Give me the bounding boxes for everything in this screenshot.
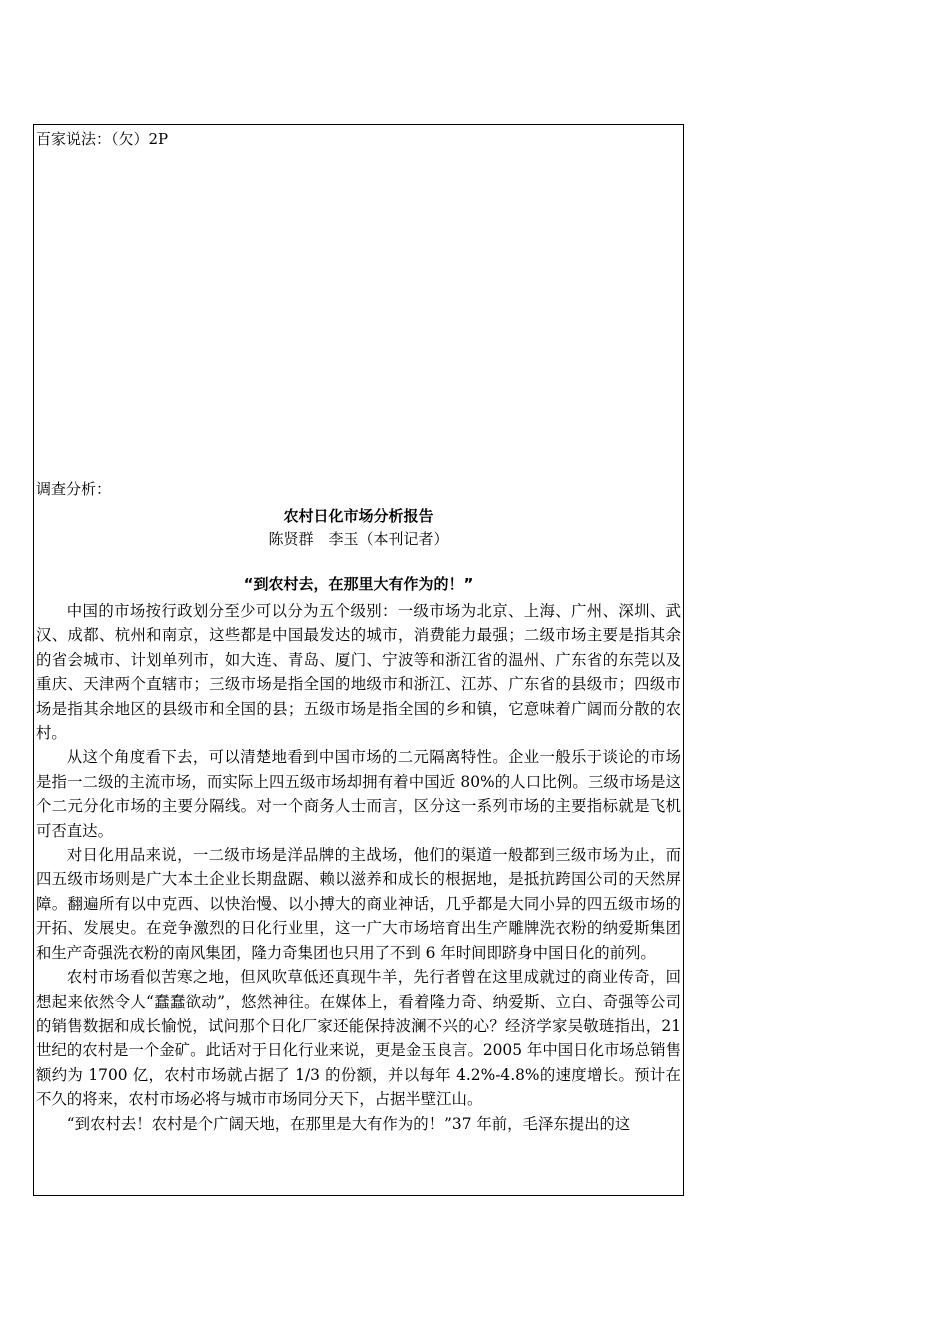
article-authors: 陈贤群 李玉（本刊记者） xyxy=(268,530,449,548)
article-title: 农村日化市场分析报告 xyxy=(283,507,434,525)
article-paragraph-1: 中国的市场按行政划分至少可以分为五个级别：一级市场为北京、上海、广州、深圳、武汉、成都、杭州和南京，这些都是中国最发达的城市，消费能力最强；二级市场主要是指其余的省会城市、计划单列市，如大连、青岛、厦门、宁波等和浙江省的温州、广东省的东莞以及重庆、天津两个直辖市；三级市场是指全国的地级市和浙江、江苏、广东省的县级市；四级市场是指其余地区的县级市和全国的县；五级市场是指全国的乡和镇，它意味着广阔而分散的农村。 xyxy=(36,602,681,743)
article-paragraph-4: 农村市场看似苦寒之地，但风吹草低还真现牛羊，先行者曾在这里成就过的商业传奇，回想起来依然令人“蠢蠢欲动”，悠然神往。在媒体上，看着隆力奇、纳爱斯、立白、奇强等公司的销售数据和成长愉悦，试问那个日化厂家还能保持波澜不兴的心？经济学家吴敬琏指出，21 世纪的农村是一个金矿。此话对于日化行业来说，更是金玉良言。2005 年中国日化市场总销售额约为 1700 亿，农村市场就占据了 1/3 的份额，并以每年 4.2%-4.8%的速度增长。预计在不久的将来，农村市场必将与城市市场同分天下，占据半壁江山。 xyxy=(36,968,681,1109)
analysis-label: 调查分析： xyxy=(36,480,112,498)
content-frame xyxy=(33,124,684,1196)
analysis-section xyxy=(36,479,681,1136)
opinion-label: 百家说法：（欠）2P xyxy=(36,130,169,148)
article-paragraph-2: 从这个角度看下去，可以清楚地看到中国市场的二元隔离特性。企业一般乐于谈论的市场是指一二级的主流市场，而实际上四五级市场却拥有着中国近 80%的人口比例。三级市场是这个二元分化市场的主要分隔线。对一个商务人士而言，区分这一系列市场的主要指标就是飞机可否直达。 xyxy=(36,748,681,840)
article-paragraph-3: 对日化用品来说，一二级市场是洋品牌的主战场，他们的渠道一般都到三级市场为止，而四五级市场则是广大本土企业长期盘踞、赖以滋养和成长的根据地，是抵抗跨国公司的天然屏障。翻遍所有以中克西、以快治慢、以小搏大的商业神话，几乎都是大同小异的四五级市场的开拓、发展史。在竞争激烈的日化行业里，这一广大市场培育出生产雕牌洗衣粉的纳爱斯集团和生产奇强洗衣粉的南风集团，隆力奇集团也只用了不到 6 年时间即跻身中国日化的前列。 xyxy=(36,846,681,962)
article-paragraph-5: “到农村去！农村是个广阔天地，在那里是大有作为的！”37 年前，毛泽东提出的这 xyxy=(66,1114,631,1133)
article-subheading: “到农村去，在那里大有作为的！” xyxy=(243,575,474,593)
